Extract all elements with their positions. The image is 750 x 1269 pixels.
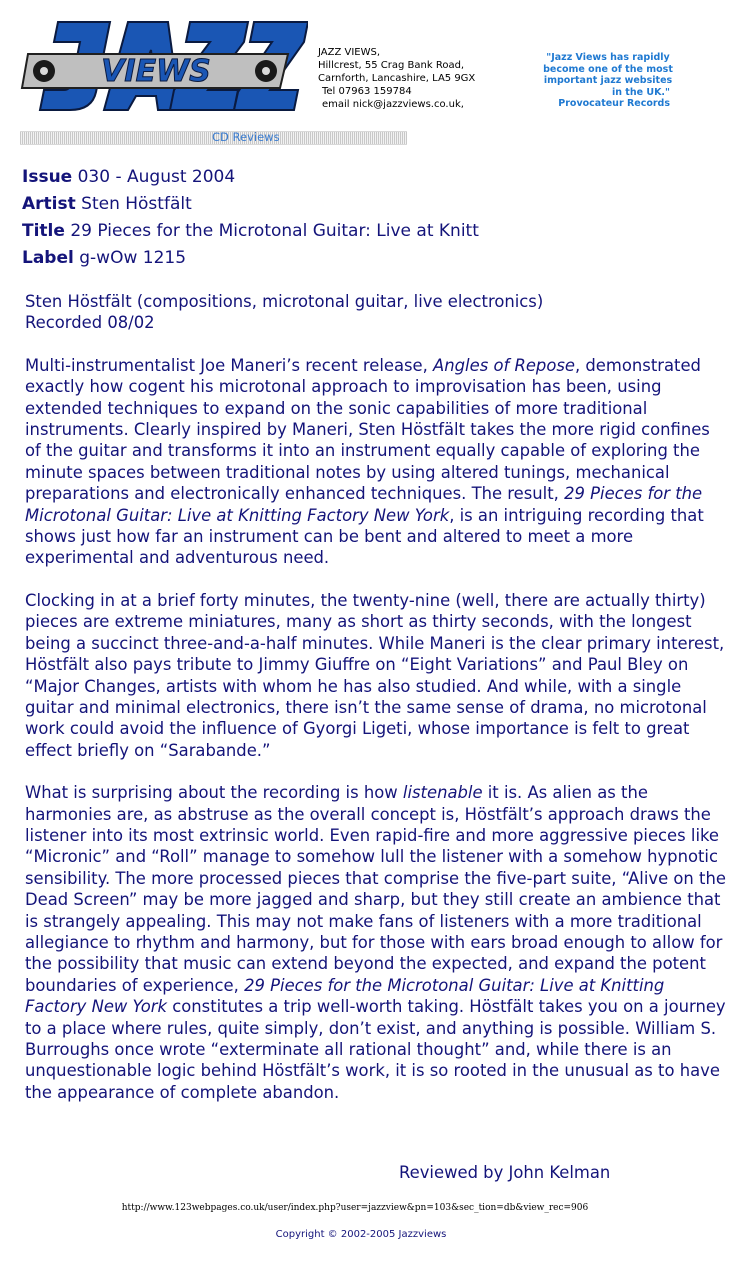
album-title-italic: 29 Pieces for the Microtonal Guitar: Live at Knitting Factory New York	[25, 484, 703, 525]
text-run: What is surprising about the recording is how	[25, 783, 403, 803]
address-line: Hillcrest, 55 Crag Bank Road,	[318, 60, 465, 71]
quote-source: Provocateur Records	[558, 98, 670, 109]
email-line[interactable]: email nick@jazzviews.co.uk,	[322, 99, 464, 110]
emphasis-italic: listenable	[402, 783, 483, 803]
text-run: it is. As alien as the harmonies are, as abstruse as the overall concept is, Höstfält’s approach draws the listener into its most extrinsic world. Even rapid-fire and more aggressive pieces like “Micronic” and “Roll” manage to somehow lull the listener with a somehow hypnotic sensibility. The more processed pieces that comprise the five-part suite, “Alive on the Dead Screen” may be more jagged and sharp, but they still create an ambience that is strangely appealing. This may not make fans of listeners with a more traditional allegiance to rhythm and harmony, but for those with ears broad enough to allow for the possibility that music can extend beyond the expected, and expand the potent boundaries of experience,	[25, 783, 726, 995]
title-label: Title	[22, 221, 65, 241]
artist-label: Artist	[22, 194, 76, 214]
artist-row	[22, 191, 722, 218]
contact-address	[318, 46, 518, 111]
review-paragraph-1	[25, 355, 730, 569]
credits	[25, 291, 730, 334]
cd-reviews-link[interactable]: CD Reviews	[212, 130, 280, 144]
jazz-views-logo[interactable]	[18, 14, 308, 118]
quote-line: become one of the most	[543, 63, 673, 75]
review-paragraph-3	[25, 782, 730, 1103]
quote-line: in the UK."	[611, 86, 670, 98]
phone-line: Tel 07963 159784	[322, 86, 412, 97]
quote-line: important jazz websites	[543, 75, 673, 86]
svg-text:VIEWS: VIEWS	[101, 54, 211, 89]
text-run: Multi-instrumentalist Joe Maneri’s recent release,	[25, 355, 434, 375]
album-title-italic: Angles of Repose	[433, 355, 575, 375]
reviewer-credit: Reviewed by John Kelman	[399, 1163, 611, 1182]
issue-value: 030 - August 2004	[77, 167, 236, 187]
title-value: 29 Pieces for the Microtonal Guitar: Live at Knitt	[70, 221, 479, 241]
testimonial-quote	[538, 52, 678, 110]
review-body	[25, 291, 730, 1124]
address-line: Carnforth, Lancashire, LA5 9GX	[318, 73, 476, 84]
issue-label: Issue	[22, 167, 73, 187]
text-run: , demonstrated exactly how cogent his microtonal approach to improvisation has been, using extended techniques to expand on the sonic capabilities of more traditional instruments. Clearly inspired by Maneri, Sten Höstfält takes the more rigid confines of the guitar and transforms it into an instrument equally capable of exploring the minute spaces between traditional notes by using altered tunings, mechanical preparations and electronically enhanced techniques. The result,	[25, 355, 710, 504]
page-url[interactable]: http://www.123webpages.co.uk/user/index.php?user=jazzview&pn=103&sec_tion=db&view_rec=906	[121, 1203, 589, 1213]
credits-recorded: Recorded 08/02	[25, 313, 155, 333]
copyright-notice: Copyright © 2002-2005 Jazzviews	[275, 1229, 447, 1240]
quote-line: "Jazz Views has rapidly	[546, 52, 670, 63]
issue-row	[22, 164, 722, 191]
review-paragraph-2: Clocking in at a brief forty minutes, the twenty-nine (well, there are actually thirty) pieces are extreme miniatures, many as short as thirty seconds, with the longest being a succinct three-and-a-half minutes. While Maneri is the clear primary interest, Höstfält also pays tribute to Jimmy Giuffre on “Eight Variations” and Paul Bley on “Major Changes, artists with whom he has also studied. And while, with a single guitar and minimal electronics, there isn’t the same sense of drama, no microtonal work could avoid the influence of Gyorgi Ligeti, whose importance is felt to great effect briefly on “Sarabande.”	[25, 590, 725, 760]
address-line: JAZZ VIEWS,	[318, 47, 381, 58]
artist-value: Sten Höstfält	[81, 194, 192, 214]
text-run: , is an intriguing recording that shows just how far an instrument can be bent and altered to meet a more experimental and adventurous need.	[25, 505, 704, 568]
label-row	[22, 245, 722, 272]
label-value: g-wOw 1215	[79, 248, 187, 268]
title-row	[22, 218, 722, 245]
text-run: constitutes a trip well-worth taking. Höstfält takes you on a journey to a place where rules, quite simply, don’t exist, and anything is possible. William S. Burroughs once wrote “exterminate all rational thought” and, while there is an unquestionable logic behind Höstfält’s work, it is so rooted in the unusual as to have the appearance of complete abandon.	[25, 997, 726, 1102]
label-label: Label	[22, 248, 74, 268]
review-meta	[22, 164, 722, 272]
album-title-italic: 29 Pieces for the Microtonal Guitar: Live at Knitting Factory New York	[25, 975, 665, 1017]
credits-personnel: Sten Höstfält (compositions, microtonal guitar, live electronics)	[25, 292, 544, 311]
